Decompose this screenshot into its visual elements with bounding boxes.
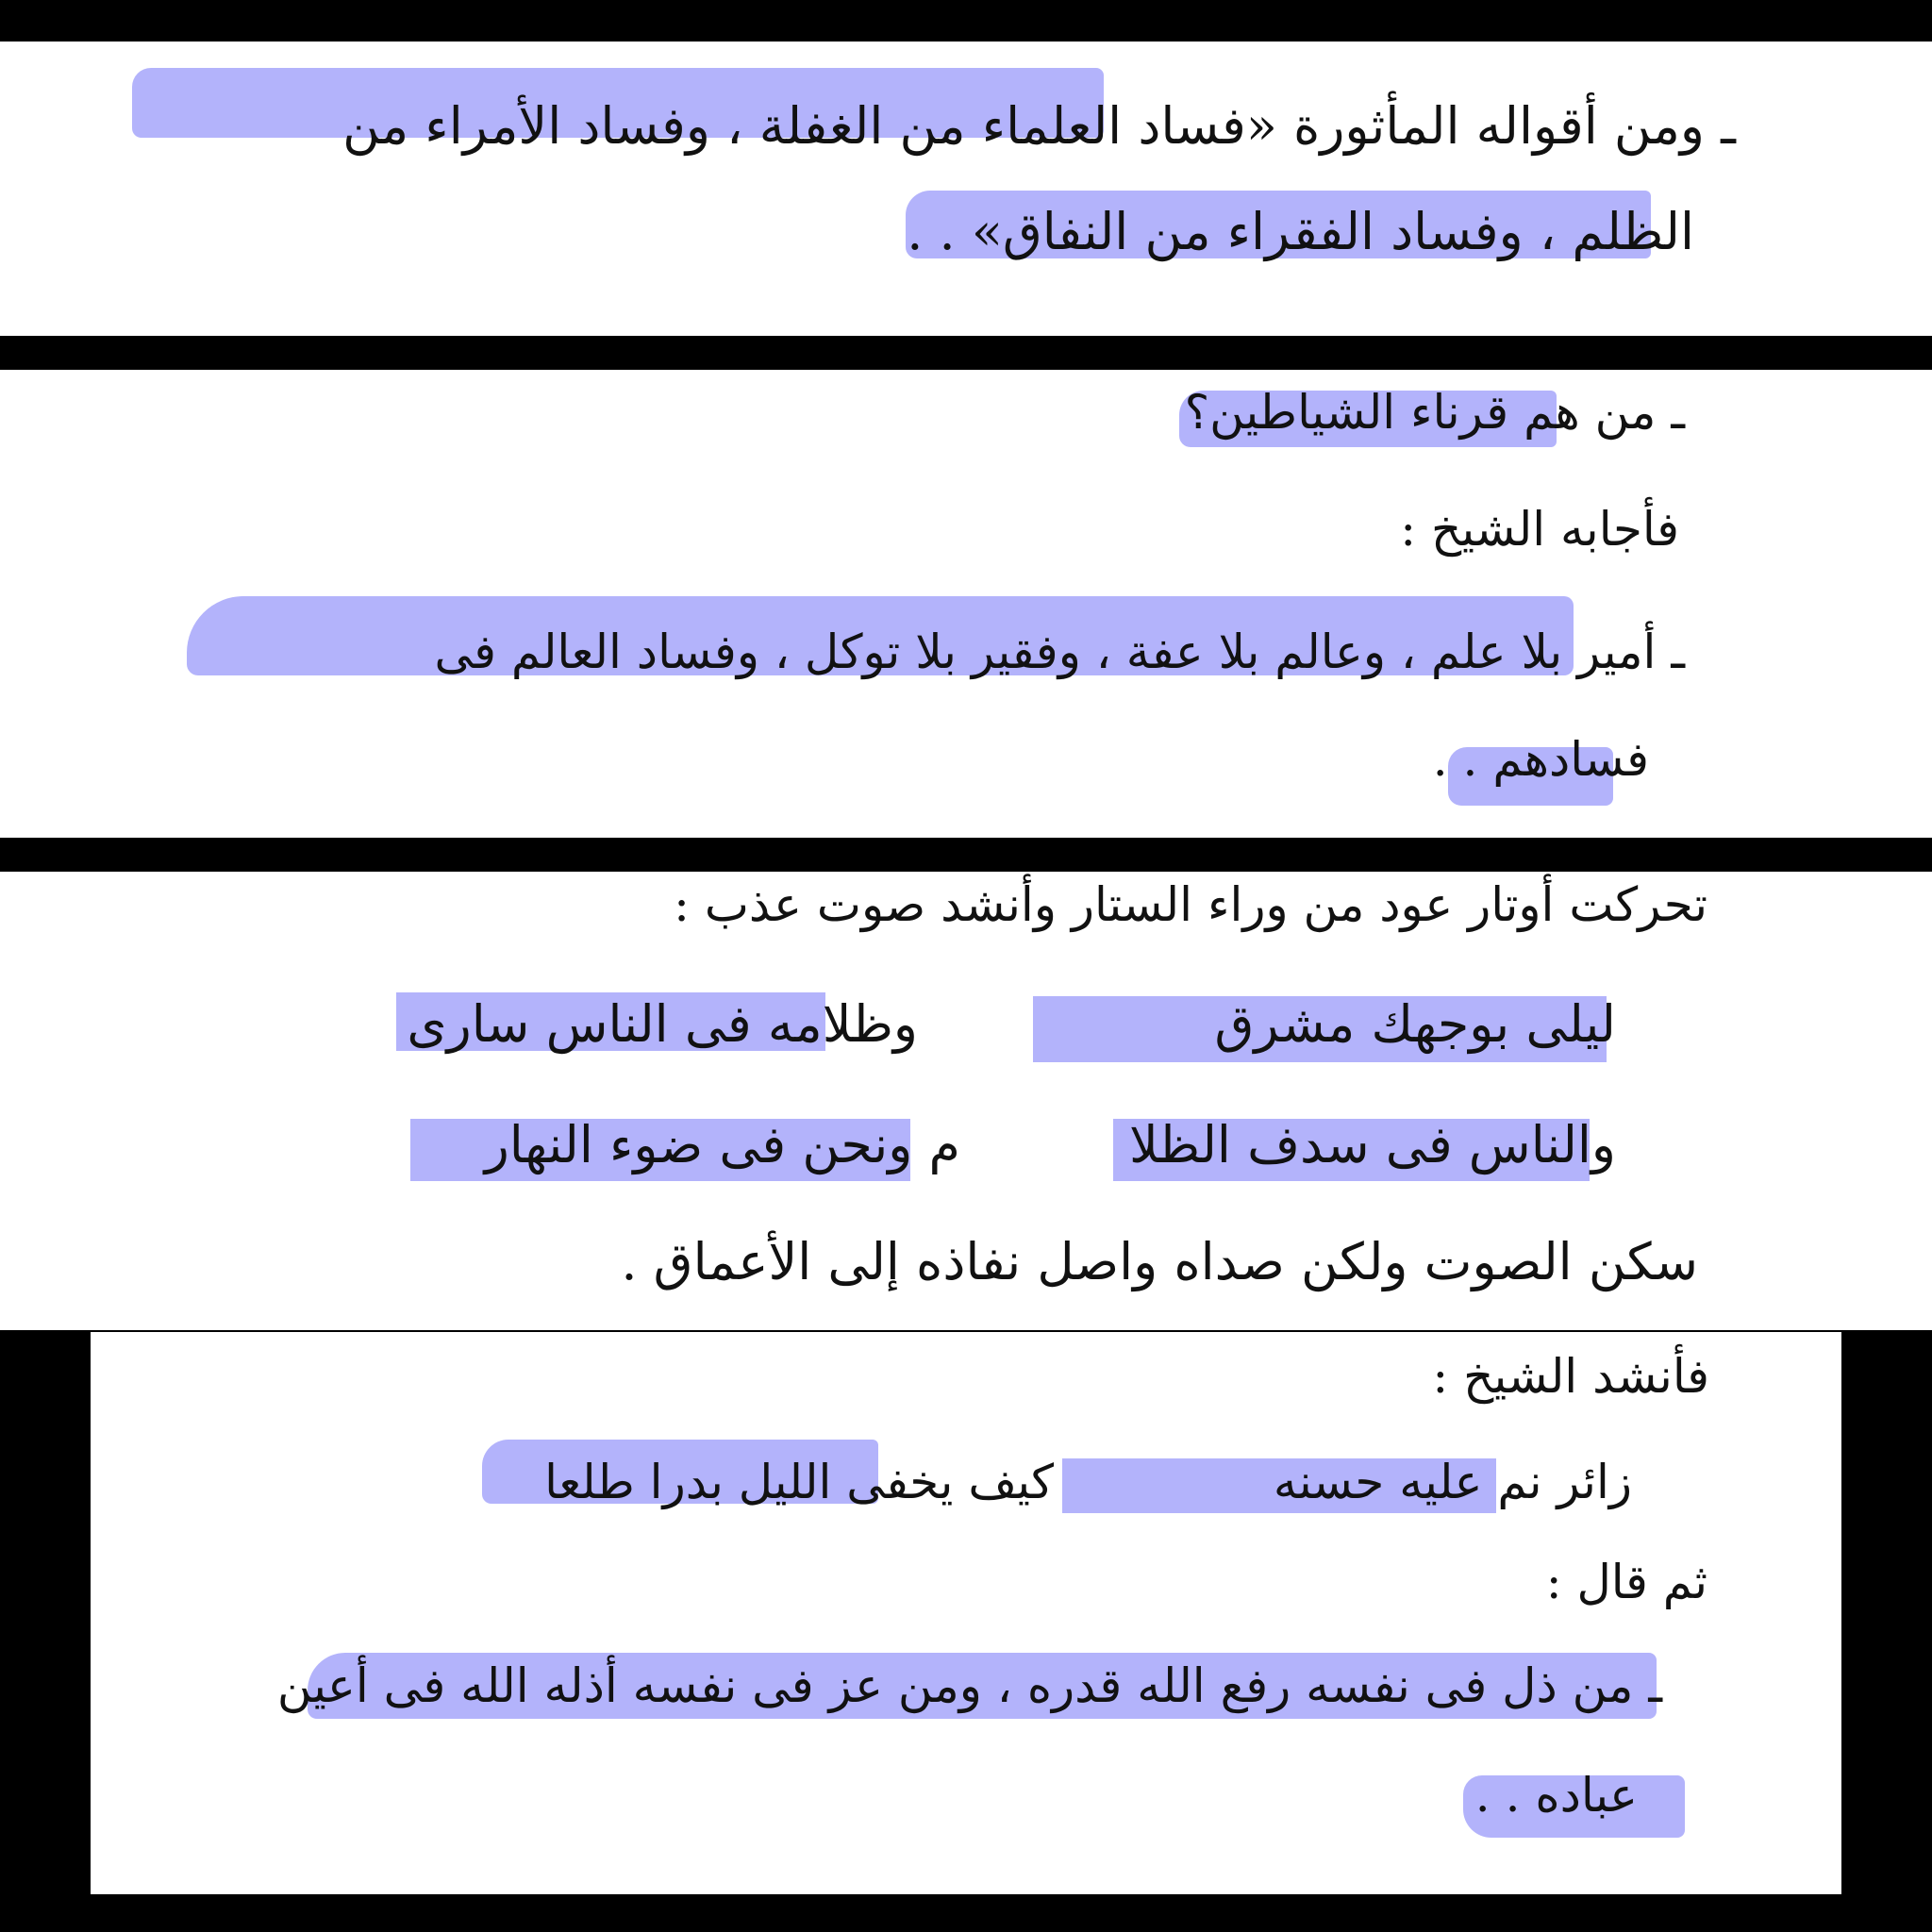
verse-hemistich-left: وظلامه فى الناس سارى <box>407 994 918 1054</box>
text-line: عباده . . <box>1474 1768 1638 1823</box>
text-line: ثم قال : <box>1545 1555 1707 1609</box>
verse-line <box>91 1455 1841 1521</box>
verse-hemistich-left: كيف يخفى الليل بدرا طلعا <box>544 1455 1054 1509</box>
verse-line <box>0 1115 1932 1191</box>
clip-4 <box>91 1332 1841 1894</box>
text-line: فأنشد الشيخ : <box>1432 1349 1709 1404</box>
clip-3 <box>0 872 1932 1330</box>
text-line: فسادهم . . <box>1432 732 1649 787</box>
text-line: ـ من ذل فى نفسه رفع الله قدره ، ومن عز فى نفسه أذله الله فى أعين <box>276 1658 1662 1713</box>
text-line: ـ أمير بلا علم ، وعالم بلا عفة ، وفقير بلا توكل ، وفساد العالم فى <box>434 625 1685 679</box>
clip-2 <box>0 370 1932 838</box>
text-line: ـ من هم قرناء الشياطين؟ <box>1184 385 1685 440</box>
verse-hemistich-right: زائر نم عليه حسنه <box>1273 1455 1632 1509</box>
verse-hemistich-right: والناس فى سدف الظلا <box>1128 1115 1616 1174</box>
text-line: الظلم ، وفساد الفقراء من النفاق» . . <box>907 202 1694 261</box>
text-line: تحركت أوتار عود من وراء الستار وأنشد صوت عذب : <box>674 877 1707 932</box>
clip-1 <box>0 42 1932 336</box>
verse-line <box>0 994 1932 1070</box>
text-line: سكن الصوت ولكن صداه واصل نفاذه إلى الأعماق . <box>621 1232 1698 1291</box>
verse-hemistich-left: م ونحن فى ضوء النهار <box>484 1115 960 1174</box>
text-line: فأجابه الشيخ : <box>1400 502 1679 557</box>
verse-hemistich-right: ليلى بوجهك مشرق <box>1214 994 1616 1054</box>
text-line: ـ ومن أقواله المأثورة «فساد العلماء من الغفلة ، وفساد الأمراء من <box>342 96 1736 156</box>
